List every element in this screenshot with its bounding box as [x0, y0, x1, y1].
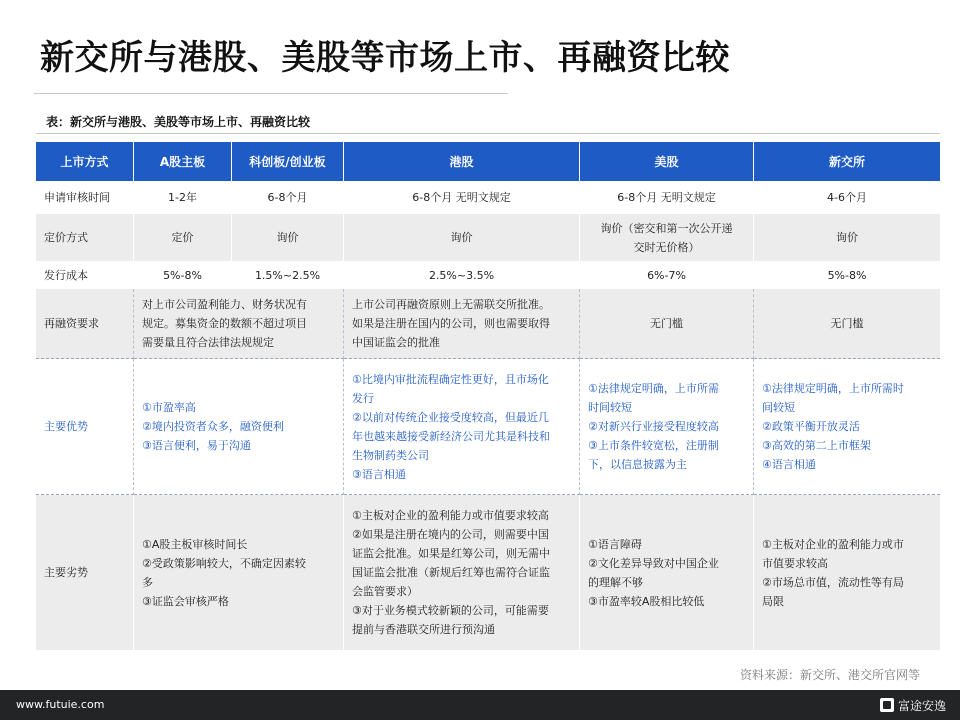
text-line: 年也越来越接受新经济公司尤其是科技和 [352, 429, 550, 443]
cell-hk [344, 495, 580, 651]
text-line: 下，以信息披露为主 [588, 458, 687, 471]
text-line: ③对于业务模式较新颖的公司，可能需要 [352, 604, 549, 617]
cell-a-share-star [134, 359, 344, 495]
text-line: ③市盈率较A股相比较低 [588, 594, 705, 608]
text-line: 国证监会批准（新规后红筹也需符合证监 [352, 566, 550, 579]
cell-a-share: 定价 [134, 214, 232, 262]
text-line: ②政策平衡开放灵活 [762, 420, 860, 433]
text-line: ②如果是注册在境内的公司，则需要中国 [352, 528, 549, 541]
cell-us: 6%-7% [580, 262, 754, 289]
text-line: ①比境内审批流程确定性更好，且市场化 [352, 372, 549, 386]
cell-us [580, 495, 754, 651]
text-line: ①主板对企业的盈利能力或市 [762, 537, 904, 551]
text-line: 间较短 [762, 401, 795, 414]
cell-a-share: 1-2年 [134, 181, 232, 214]
row-label: 主要劣势 [36, 495, 134, 651]
row-label: 主要优势 [36, 359, 134, 495]
row-label: 申请审核时间 [36, 181, 134, 214]
text-line: ③高效的第二上市框架 [762, 439, 871, 452]
brand-logo [880, 695, 946, 715]
cell-sgx [754, 359, 940, 495]
text-line: 时间较短 [588, 401, 632, 414]
cell-hk: 6-8个月 无明文规定 [344, 181, 580, 214]
text-line: ①语言障碍 [588, 537, 642, 551]
text-line: 询价（密交和第一次公开递 [600, 221, 733, 235]
table-row-cost [36, 262, 940, 289]
logo-icon [880, 698, 894, 712]
text-line: 需要量且符合法律法规规定 [142, 336, 274, 349]
text-line: ①市盈率高 [142, 401, 196, 414]
text-line: ③上市条件较宽松，注册制 [588, 439, 719, 452]
cell-us: 6-8个月 无明文规定 [580, 181, 754, 214]
text-line: 的理解不够 [588, 575, 643, 589]
footer-bar [0, 690, 960, 720]
cell-star: 询价 [232, 214, 344, 262]
text-line: ②以前对传统企业接受度较高，但最近几 [352, 410, 549, 424]
text-line: ③证监会审核严格 [142, 594, 229, 608]
page-title: 新交所与港股、美股等市场上市、再融资比较 [40, 38, 730, 78]
text-line: 多 [142, 575, 153, 589]
text-line: 交时无价格） [633, 240, 700, 254]
logo-text: 富途安逸 [897, 698, 946, 713]
cell-us [580, 214, 754, 262]
header-sgx: 新交所 [754, 142, 940, 181]
text-line: ②受政策影响较大，不确定因素较 [142, 556, 306, 570]
text-line: ②对新兴行业接受程度较高 [588, 420, 719, 433]
text-line: ①主板对企业的盈利能力或市值要求较高 [352, 509, 549, 522]
table-row-review [36, 181, 940, 214]
cell-hk: 2.5%~3.5% [344, 262, 580, 289]
source-note: 资料来源：新交所、港交所官网等 [739, 668, 920, 682]
table-row-disadvantages [36, 495, 940, 651]
cell-star: 6-8个月 [232, 181, 344, 214]
row-label: 定价方式 [36, 214, 134, 262]
row-label: 发行成本 [36, 262, 134, 289]
text-line: ①法律规定明确，上市所需时 [762, 382, 904, 395]
text-line: 生物制药类公司 [352, 448, 429, 462]
header-hk: 港股 [344, 142, 580, 181]
cell-sgx: 无门槛 [754, 289, 940, 359]
text-line: ②境内投资者众多，融资便利 [142, 420, 284, 433]
header-star-market: 科创板/创业板 [232, 142, 344, 181]
caption-divider [36, 133, 940, 134]
cell-us [580, 359, 754, 495]
cell-a-share-star [134, 289, 344, 359]
text-line: ③语言相通 [352, 467, 406, 481]
table-row-advantages [36, 359, 940, 495]
text-line: ①法律规定明确，上市所需 [588, 382, 719, 395]
text-line: ③语言便利，易于沟通 [142, 439, 251, 452]
text-line: 证监会批准。如果是红筹公司，则无需中 [352, 547, 550, 560]
table-caption: 表：新交所与港股、美股等市场上市、再融资比较 [46, 115, 311, 129]
footer-url[interactable]: www.futuie.com [16, 698, 105, 711]
cell-sgx [754, 495, 940, 651]
text-line: ①A股主板审核时间长 [142, 537, 248, 551]
text-line: 规定。募集资金的数额不超过项目 [142, 317, 307, 330]
text-line: 会监管要求） [352, 585, 418, 598]
header-listing-method: 上市方式 [36, 142, 134, 181]
cell-a-share-star [134, 495, 344, 651]
table-header-row [36, 142, 940, 181]
text-line: 上市公司再融资原则上无需联交所批准。 [352, 298, 550, 311]
text-line: 中国证监会的批准 [352, 336, 440, 349]
table-row-pricing [36, 214, 940, 262]
text-line: ④语言相通 [762, 458, 816, 471]
cell-sgx: 询价 [754, 214, 940, 262]
text-line: ②市场总市值，流动性等有局 [762, 575, 904, 589]
text-line: 如果是注册在国内的公司，则也需要取得 [352, 317, 550, 330]
text-line: 提前与香港联交所进行预沟通 [352, 623, 495, 636]
text-line: 局限 [762, 594, 784, 608]
header-us: 美股 [580, 142, 754, 181]
cell-sgx: 5%-8% [754, 262, 940, 289]
cell-us: 无门槛 [580, 289, 754, 359]
cell-hk: 询价 [344, 214, 580, 262]
text-line: 对上市公司盈利能力、财务状况有 [142, 298, 307, 311]
table-row-refinance [36, 289, 940, 359]
title-divider [34, 93, 508, 94]
text-line: 市值要求较高 [762, 556, 828, 570]
cell-sgx: 4-6个月 [754, 181, 940, 214]
text-line: ②文化差异导致对中国企业 [588, 556, 719, 570]
row-label: 再融资要求 [36, 289, 134, 359]
cell-star: 1.5%~2.5% [232, 262, 344, 289]
cell-hk [344, 289, 580, 359]
cell-a-share: 5%-8% [134, 262, 232, 289]
comparison-table [36, 142, 940, 651]
header-a-share: A股主板 [134, 142, 232, 181]
cell-hk [344, 359, 580, 495]
text-line: 发行 [352, 391, 374, 405]
